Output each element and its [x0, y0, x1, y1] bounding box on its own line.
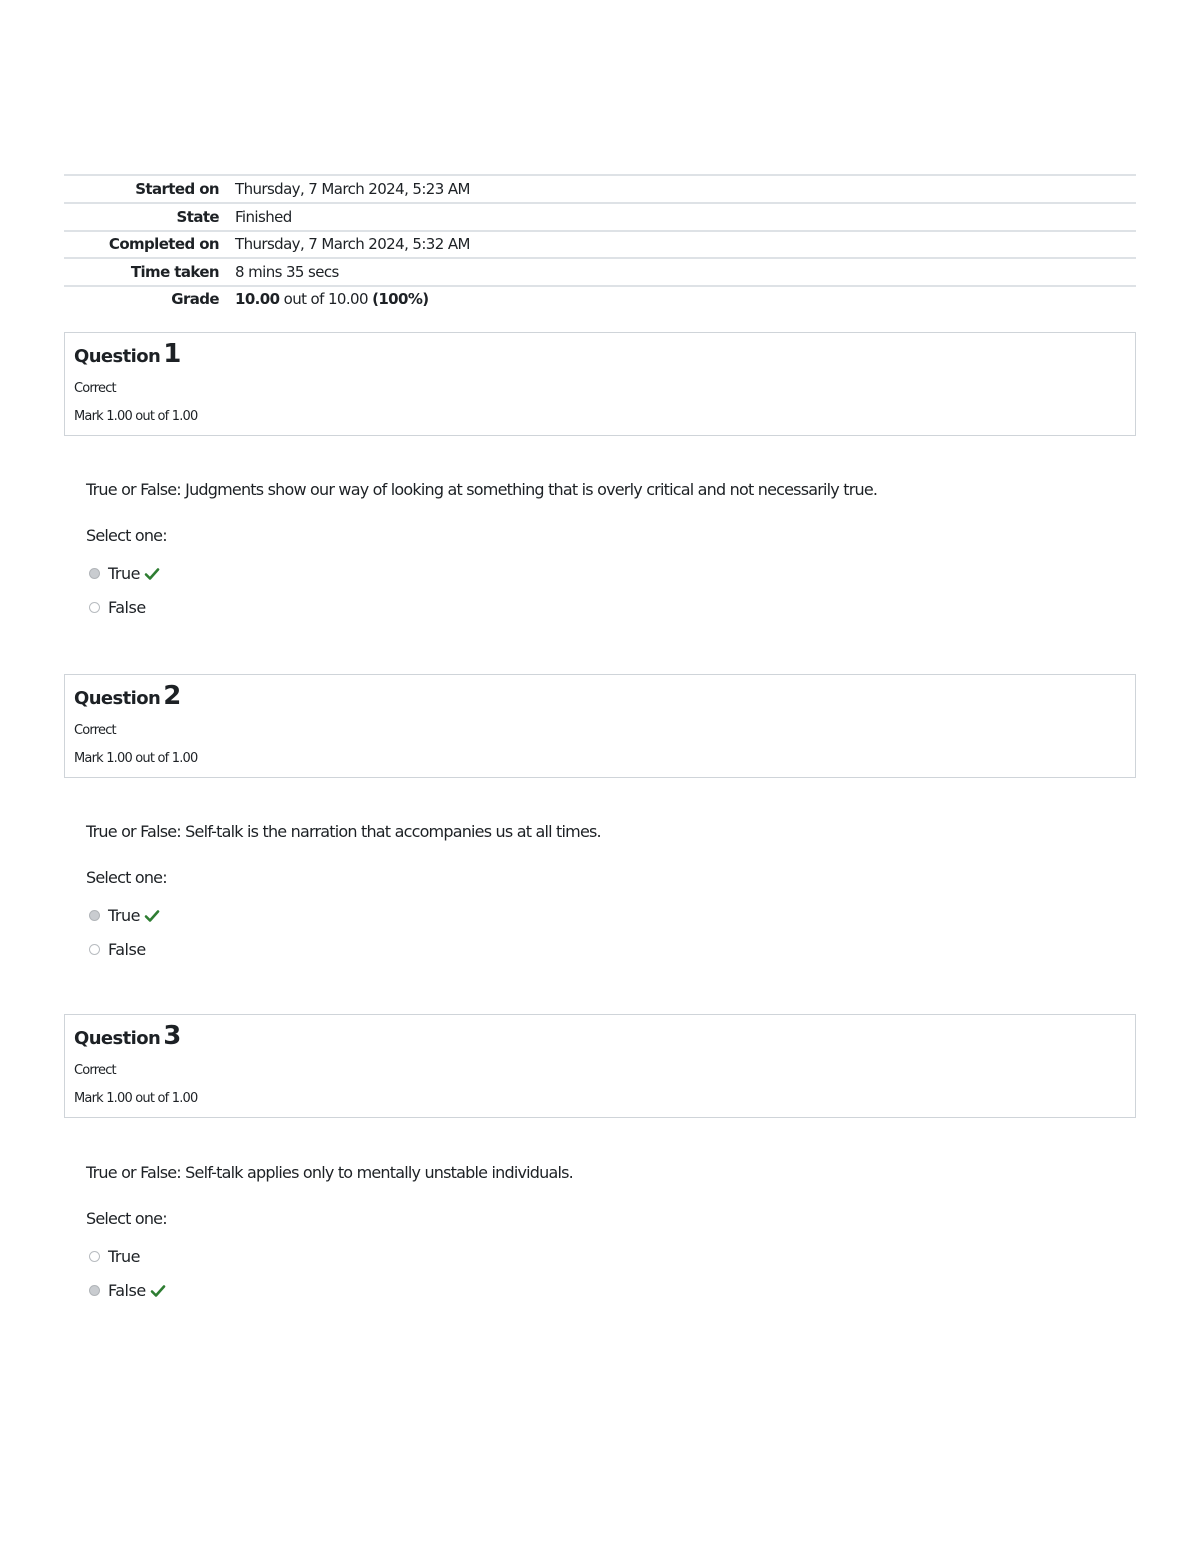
summary-row-started	[64, 174, 1136, 202]
question-text: True or False: Self-talk is the narration that accompanies us at all times.	[86, 822, 601, 841]
started-value: Thursday, 7 March 2024, 5:23 AM	[235, 180, 470, 198]
radio-unselected[interactable]	[89, 1251, 100, 1262]
question-content-1	[86, 480, 1086, 617]
summary-row-grade	[64, 285, 1136, 313]
time-label: Time taken	[130, 262, 219, 281]
question-label: Question	[74, 346, 161, 367]
select-one-prompt: Select one:	[86, 1209, 167, 1228]
answer-option-false[interactable]	[89, 940, 146, 959]
question-content-2	[86, 822, 1086, 959]
grade-value	[235, 290, 429, 308]
question-mark: Mark 1.00 out of 1.00	[74, 1091, 198, 1106]
select-one-prompt: Select one:	[86, 868, 167, 887]
question-label: Question	[74, 688, 161, 709]
question-label: Question	[74, 1028, 161, 1049]
check-icon	[150, 1283, 166, 1299]
summary-row-time	[64, 257, 1136, 285]
radio-unselected[interactable]	[89, 944, 100, 955]
grade-percent: (100%)	[372, 290, 429, 309]
question-num: 3	[163, 1021, 181, 1051]
question-num: 1	[163, 339, 181, 369]
answer-option-false[interactable]	[89, 1281, 166, 1300]
select-one-prompt: Select one:	[86, 526, 167, 545]
summary-row-state	[64, 202, 1136, 230]
question-state: Correct	[74, 1063, 116, 1078]
summary-row-completed	[64, 230, 1136, 258]
question-text: True or False: Judgments show our way of looking at something that is overly critical and not necessarily true.	[86, 480, 878, 499]
attempt-summary	[64, 174, 1136, 312]
completed-label: Completed on	[108, 235, 219, 254]
radio-selected[interactable]	[89, 568, 100, 579]
answer-label: False	[108, 1281, 146, 1300]
answer-label: True	[108, 564, 140, 583]
radio-selected[interactable]	[89, 1285, 100, 1296]
question-text: True or False: Self-talk applies only to mentally unstable individuals.	[86, 1163, 573, 1182]
question-number	[74, 339, 181, 369]
radio-unselected[interactable]	[89, 602, 100, 613]
question-number	[74, 1021, 181, 1051]
question-state: Correct	[74, 723, 116, 738]
grade-score: 10.00	[235, 290, 280, 309]
answer-label: True	[108, 1247, 140, 1266]
answer-label: False	[108, 598, 146, 617]
completed-value: Thursday, 7 March 2024, 5:32 AM	[235, 235, 470, 254]
answer-option-true[interactable]	[89, 1247, 140, 1266]
check-icon	[144, 908, 160, 924]
answer-option-true[interactable]	[89, 564, 160, 583]
question-info-2	[64, 674, 1136, 778]
question-num: 2	[163, 681, 181, 711]
answer-label: False	[108, 940, 146, 959]
time-value: 8 mins 35 secs	[235, 262, 339, 281]
question-content-3	[86, 1163, 1086, 1300]
started-label: Started on	[135, 180, 219, 198]
grade-label: Grade	[171, 290, 219, 309]
state-value: Finished	[235, 207, 292, 226]
question-info-3	[64, 1014, 1136, 1118]
radio-selected[interactable]	[89, 910, 100, 921]
check-icon	[144, 566, 160, 582]
question-info-1	[64, 332, 1136, 436]
answer-option-true[interactable]	[89, 906, 160, 925]
question-state: Correct	[74, 381, 116, 396]
state-label: State	[176, 207, 219, 226]
question-number	[74, 681, 181, 711]
question-mark: Mark 1.00 out of 1.00	[74, 751, 198, 766]
grade-rest: out of 10.00	[279, 290, 373, 309]
answer-option-false[interactable]	[89, 598, 146, 617]
question-mark: Mark 1.00 out of 1.00	[74, 409, 198, 424]
answer-label: True	[108, 906, 140, 925]
